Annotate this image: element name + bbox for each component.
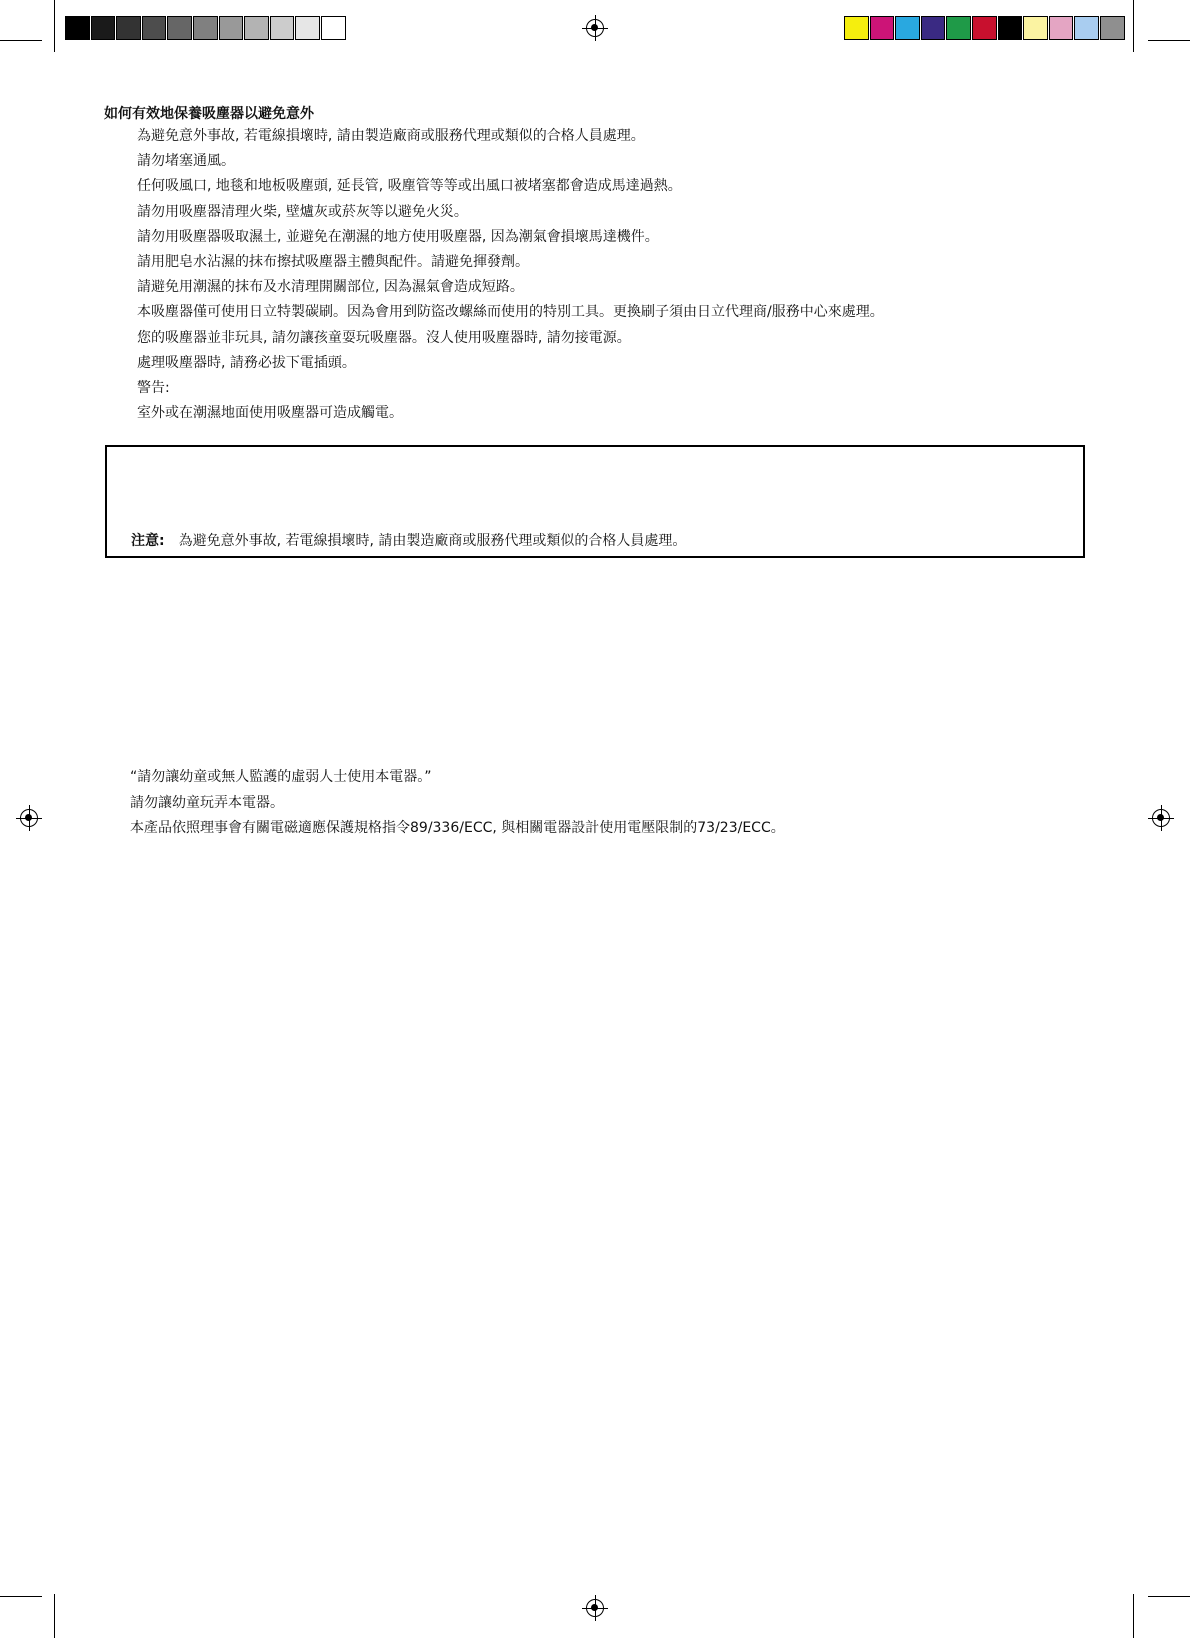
color-swatch bbox=[270, 16, 295, 40]
footer-line: 請勿讓幼童玩弄本電器。 bbox=[130, 794, 284, 811]
color-swatch bbox=[921, 16, 946, 40]
crop-mark bbox=[54, 1594, 55, 1638]
registration-mark-icon bbox=[586, 1599, 604, 1617]
color-swatch bbox=[1074, 16, 1099, 40]
instruction-item: 請勿用吸塵器清理火柴, 壁爐灰或菸灰等以避免火災。 bbox=[137, 203, 468, 220]
footer-notes bbox=[130, 765, 785, 842]
instruction-item: 處理吸塵器時, 請務必拔下電插頭。 bbox=[137, 354, 356, 371]
crop-mark bbox=[0, 40, 42, 41]
caution-text: 為避免意外事故, 若電線損壞時, 請由製造廠商或服務代理或類似的合格人員處理。 bbox=[178, 533, 687, 549]
color-swatch bbox=[116, 16, 141, 40]
instruction-item: 任何吸風口, 地毯和地板吸塵頭, 延長管, 吸塵管等等或出風口被堵塞都會造成馬達過熱。 bbox=[137, 178, 682, 195]
section-heading: 如何有效地保養吸塵器以避免意外 bbox=[104, 106, 314, 122]
color-swatch bbox=[1049, 16, 1074, 40]
instruction-item: 本吸塵器僅可使用日立特製碳刷。因為會用到防盜改螺絲而使用的特別工具。更換刷子須由日立代理商/服務中心來處理。 bbox=[137, 304, 884, 321]
instruction-item: 為避免意外事故, 若電線損壞時, 請由製造廠商或服務代理或類似的合格人員處理。 bbox=[137, 128, 645, 144]
color-swatch bbox=[870, 16, 895, 40]
color-swatch bbox=[91, 16, 116, 40]
caution-row bbox=[131, 530, 686, 550]
color-swatch bbox=[1023, 16, 1048, 40]
crop-mark bbox=[1133, 0, 1134, 52]
instruction-item: 請避免用潮濕的抹布及水清理開關部位, 因為濕氣會造成短路。 bbox=[137, 279, 524, 296]
color-swatch bbox=[1100, 16, 1125, 40]
crop-mark bbox=[1148, 40, 1190, 41]
footer-line: 本產品依照理事會有關電磁適應保護規格指令89/336/ECC, 與相關電器設計使用電壓限制的73/23/ECC。 bbox=[130, 820, 785, 836]
instruction-item: 請勿堵塞通風。 bbox=[137, 153, 235, 170]
crop-mark bbox=[1133, 1594, 1134, 1638]
color-swatch bbox=[895, 16, 920, 40]
footer-line: “請勿讓幼童或無人監護的虛弱人士使用本電器。” bbox=[130, 769, 432, 785]
grayscale-calibration-bar bbox=[65, 16, 347, 40]
instruction-list bbox=[137, 124, 884, 426]
registration-mark-icon bbox=[20, 809, 38, 827]
crop-mark bbox=[54, 0, 55, 52]
registration-mark-icon bbox=[586, 19, 604, 37]
caution-box bbox=[105, 445, 1085, 558]
color-swatch bbox=[844, 16, 869, 40]
caution-label: 注意: bbox=[131, 533, 165, 549]
color-swatch bbox=[219, 16, 244, 40]
color-swatch bbox=[972, 16, 997, 40]
color-swatch bbox=[142, 16, 167, 40]
instruction-item: 請勿用吸塵器吸取濕土, 並避免在潮濕的地方使用吸塵器, 因為潮氣會損壞馬達機件。 bbox=[137, 228, 659, 245]
color-swatch bbox=[946, 16, 971, 40]
instruction-item: 室外或在潮濕地面使用吸塵器可造成觸電。 bbox=[137, 405, 403, 422]
color-swatch bbox=[167, 16, 192, 40]
color-swatch bbox=[998, 16, 1023, 40]
warning-label: 警告: bbox=[137, 379, 170, 396]
color-swatch bbox=[244, 16, 269, 40]
registration-mark-icon bbox=[1152, 809, 1170, 827]
crop-mark bbox=[1148, 1596, 1190, 1597]
color-swatch bbox=[295, 16, 320, 40]
instruction-item: 請用肥皂水沾濕的抹布擦拭吸塵器主體與配件。請避免揮發劑。 bbox=[137, 253, 529, 270]
instruction-item: 您的吸塵器並非玩具, 請勿讓孩童耍玩吸塵器。沒人使用吸塵器時, 請勿接電源。 bbox=[137, 329, 631, 346]
color-swatch bbox=[65, 16, 90, 40]
color-calibration-bar bbox=[844, 16, 1126, 40]
color-swatch bbox=[193, 16, 218, 40]
crop-mark bbox=[0, 1596, 42, 1597]
color-swatch bbox=[321, 16, 346, 40]
